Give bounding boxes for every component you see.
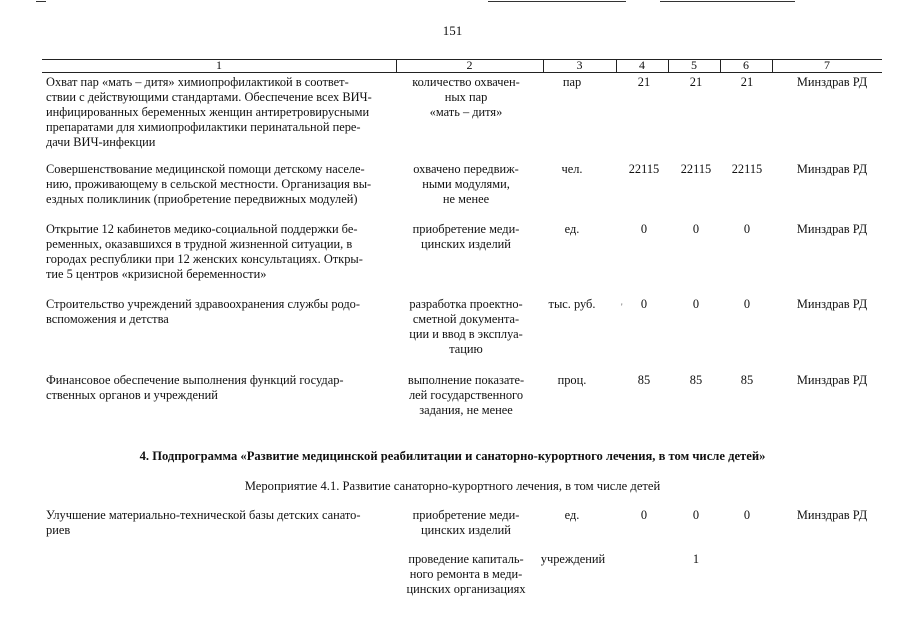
row-executor: Минздрав РД	[796, 75, 868, 89]
row-value-6: 0	[743, 222, 751, 236]
row-value-6: 0	[743, 297, 751, 311]
row-executor: Минздрав РД	[796, 508, 868, 522]
row-indicator: проведение капиталь- ного ремонта в меди- цинских организациях	[406, 552, 526, 596]
row-description: Строительство учреждений здравоохранения службы родо- вспоможения и детства	[46, 297, 360, 326]
row-value-5: 1	[692, 552, 700, 566]
row-value-4: 21	[637, 75, 651, 89]
measure-heading: Мероприятие 4.1. Развитие санаторно-курортного лечения, в том числе детей	[244, 479, 661, 493]
row-unit: учреждений	[540, 552, 606, 566]
row-value-6: 85	[740, 373, 754, 387]
scan-top-rule-middle	[488, 1, 626, 2]
scan-top-rule-right	[660, 1, 795, 2]
row-indicator: охвачено передвиж- ными модулями, не менее	[413, 162, 519, 206]
page-number: 151	[442, 23, 463, 38]
row-executor: Минздрав РД	[796, 222, 868, 236]
column-number: 4	[639, 58, 645, 72]
scan-speck: '	[621, 302, 623, 312]
column-number: 2	[466, 58, 473, 72]
row-executor: Минздрав РД	[796, 162, 868, 176]
column-number: 6	[743, 58, 749, 72]
row-unit: проц.	[557, 373, 587, 387]
row-executor: Минздрав РД	[796, 297, 868, 311]
row-unit: чел.	[561, 162, 583, 176]
row-description: Улучшение материально-технической базы детских санато- риев	[46, 508, 361, 537]
row-value-5: 0	[692, 222, 700, 236]
row-unit: тыс. руб.	[548, 297, 596, 311]
row-value-6: 21	[740, 75, 754, 89]
row-value-6: 22115	[731, 162, 763, 176]
column-number-row	[42, 59, 882, 72]
subprogram-heading: 4. Подпрограмма «Развитие медицинской реабилитации и санаторно-курортного лечения, в том числе детей»	[139, 449, 766, 463]
row-value-4: 0	[640, 222, 648, 236]
row-value-4: 22115	[628, 162, 660, 176]
row-value-4: 0	[640, 297, 648, 311]
row-value-5: 0	[692, 297, 700, 311]
row-indicator: выполнение показате- лей государственного задания, не менее	[407, 373, 525, 417]
row-executor: Минздрав РД	[796, 373, 868, 387]
scan-top-rule-left	[36, 1, 46, 2]
row-indicator: количество охвачен- ных пар «мать – дитя»	[412, 75, 520, 119]
row-value-5: 22115	[680, 162, 712, 176]
row-unit: ед.	[564, 222, 580, 236]
column-number: 7	[824, 58, 830, 72]
row-value-4: 0	[640, 508, 648, 522]
header-bottom-border	[42, 72, 882, 73]
column-number: 5	[691, 58, 697, 72]
row-description: Охват пар «мать – дитя» химиопрофилактикой в соответ- ствии с действующими стандартами. Обеспечение всех ВИЧ- инфицированных беременных женщин антиретровирусными препаратами для химиопрофилактики перинатальной пере- дачи ВИЧ-инфекции	[46, 75, 372, 149]
row-description: Финансовое обеспечение выполнения функций государ- ственных органов и учреждений	[46, 373, 344, 402]
row-value-5: 85	[689, 373, 703, 387]
row-indicator: разработка проектно- сметной документа- ции и ввод в эксплуа- тацию	[409, 297, 523, 356]
row-description: Совершенствование медицинской помощи детскому населе- нию, проживающему в сельской местности. Организация вы- ездных поликлиник (приобретение передвижных модулей)	[46, 162, 372, 206]
column-number: 1	[216, 58, 222, 72]
row-indicator: приобретение меди- цинских изделий	[412, 508, 520, 537]
row-value-5: 21	[689, 75, 703, 89]
column-number: 3	[576, 58, 583, 72]
row-description: Открытие 12 кабинетов медико-социальной поддержки бе- ременных, оказавшихся в трудной жизненной ситуации, в городах республики при 12 женских консультациях. Откры- тие 5 центров «кризисной беременности»	[46, 222, 363, 281]
row-value-4: 85	[637, 373, 651, 387]
row-value-5: 0	[692, 508, 700, 522]
row-unit: пар	[562, 75, 582, 89]
row-indicator: приобретение меди- цинских изделий	[412, 222, 520, 251]
row-value-6: 0	[743, 508, 751, 522]
row-unit: ед.	[564, 508, 580, 522]
